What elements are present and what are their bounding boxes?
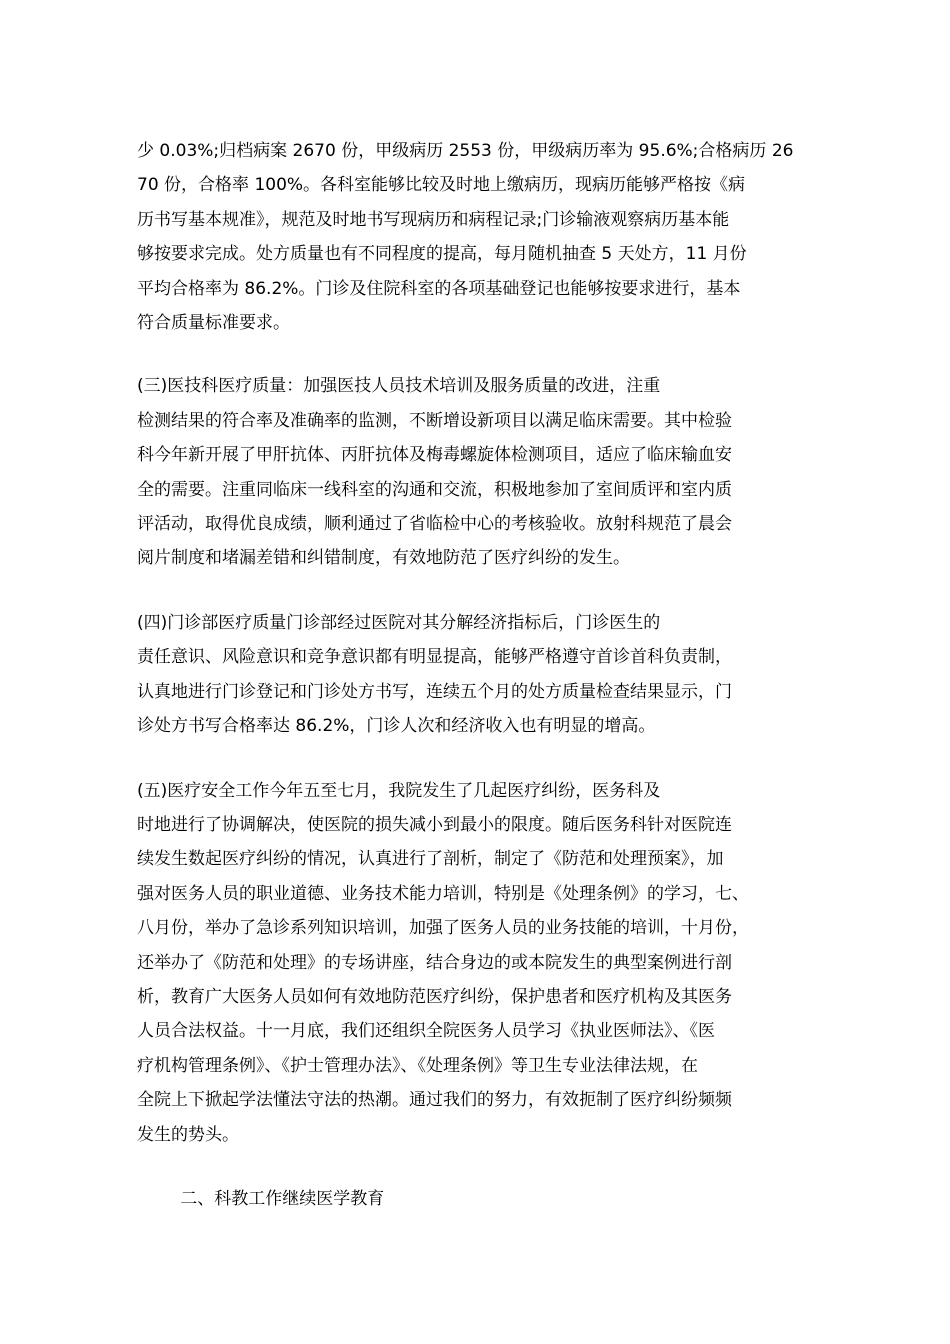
paragraph-medical-records: 少 0.03%;归档病案 2670 份，甲级病历 2553 份，甲级病历率为 95.6%;合格病历 26 70 份，合格率 100%。各科室能够比较及时地上缴病历，现病历能够严格按《病 历书写基本规准》，规范及时地书写现病历和病程记录;门诊输液观察病历基本能 够按要求完成。处方质量也有不同程度的提高，每月随机抽查 5 天处方，11 月份 平均合格率为 86.2%。门诊及住院科室的各项基础登记也能够按要求进行，基本 符合质量标准要求。: [137, 141, 794, 334]
document-page: [137, 134, 813, 1216]
paragraph-medical-safety: (五)医疗安全工作今年五至七月，我院发生了几起医疗纠纷，医务科及 时地进行了协调解决，使医院的损失减小到最小的限度。随后医务科针对医院连 续发生数起医疗纠纷的情况，认真进行了剖析，制定了《防范和处理预案》，加 强对医务人员的职业道德、业务技术能力培训，特别是《处理条例》的学习，七、 八月份，举办了急诊系列知识培训，加强了医务人员的业务技能的培训，十月份， 还举办了《防范和处理》的专场讲座，结合身边的或本院发生的典型案例进行剖 析，教育广大医务人员如何有效地防范医疗纠纷，保护患者和医疗机构及其医务 人员合法权益。十一月底，我们还组织全院医务人员学习《执业医师法》、《医 疗机构管理条例》、《护士管理办法》、《处理条例》等卫生专业法律法规，在 全院上下掀起学法懂法守法的热潮。通过我们的努力，有效扼制了医疗纠纷频频 发生的势头。: [137, 780, 749, 1145]
section-heading-education: 二、科教工作继续医学教育: [137, 1188, 385, 1209]
paragraph-outpatient-quality: (四)门诊部医疗质量门诊部经过医院对其分解经济指标后，门诊医生的 责任意识、风险意识和竞争意识都有明显提高，能够严格遵守首诊首科负责制， 认真地进行门诊登记和门诊处方书写，连续五个月的处方质量检查结果显示，门 诊处方书写合格率达 86.2%，门诊人次和经济收入也有明显的增高。: [137, 612, 732, 737]
paragraph-technical-quality: (三)医技科医疗质量：加强医技人员技术培训及服务质量的改进，注重 检测结果的符合率及准确率的监测，不断增设新项目以满足临床需要。其中检验 科今年新开展了甲肝抗体、丙肝抗体及梅毒螺旋体检测项目，适应了临床输血安 全的需要。注重同临床一线科室的沟通和交流，积极地参加了室间质评和室内质 评活动，取得优良成绩，顺利通过了省临检中心的考核验收。放射科规范了晨会 阅片制度和堵漏差错和纠错制度，有效地防范了医疗纠纷的发生。: [137, 376, 732, 569]
